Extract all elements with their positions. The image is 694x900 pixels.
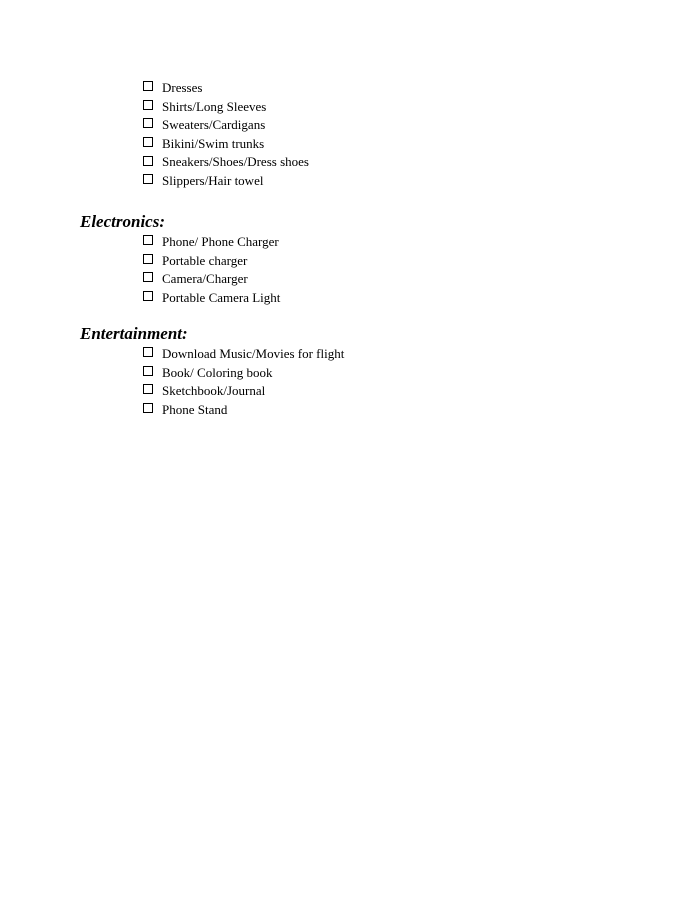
checkbox[interactable] [143, 272, 153, 282]
checkbox[interactable] [143, 366, 153, 376]
checkbox[interactable] [143, 118, 153, 128]
checklist-item [143, 345, 344, 364]
checklist-item-label: Shirts/Long Sleeves [162, 98, 267, 114]
checklist-item [143, 401, 344, 420]
checklist-item [143, 98, 309, 117]
section-heading-entertainment: Entertainment: [80, 324, 188, 343]
checklist-item-label: Portable Camera Light [162, 289, 281, 305]
checklist-item [143, 116, 309, 135]
electronics-checklist [143, 233, 280, 307]
checkbox[interactable] [143, 156, 153, 166]
checklist-item-label: Camera/Charger [162, 271, 248, 287]
checklist-item-label: Portable charger [162, 252, 248, 268]
checklist-item [143, 79, 309, 98]
checklist-item [143, 252, 280, 271]
checklist-item [143, 233, 280, 252]
checklist-item-label: Slippers/Hair towel [162, 172, 264, 188]
checklist-item [143, 382, 344, 401]
checklist-item-label: Phone Stand [162, 401, 228, 417]
section-heading-electronics: Electronics: [80, 212, 165, 231]
checkbox[interactable] [143, 100, 153, 110]
checklist-item-label: Sneakers/Shoes/Dress shoes [162, 154, 309, 170]
clothing-checklist [143, 79, 309, 191]
entertainment-checklist [143, 345, 344, 419]
checklist-item [143, 270, 280, 289]
checklist-item-label: Book/ Coloring book [162, 364, 273, 380]
checklist-item-label: Sweaters/Cardigans [162, 117, 266, 133]
checkbox[interactable] [143, 403, 153, 413]
checkbox[interactable] [143, 384, 153, 394]
checkbox[interactable] [143, 291, 153, 301]
checkbox[interactable] [143, 347, 153, 357]
checklist-item-label: Bikini/Swim trunks [162, 135, 265, 151]
checklist-item-label: Dresses [162, 80, 203, 95]
checklist-item [143, 153, 309, 172]
checklist-item-label: Sketchbook/Journal [162, 383, 266, 399]
checklist-item [143, 172, 309, 191]
checkbox[interactable] [143, 235, 153, 245]
checklist-item [143, 364, 344, 383]
checklist-item-label: Download Music/Movies for flight [162, 346, 345, 361]
checkbox[interactable] [143, 174, 153, 184]
checklist-item [143, 135, 309, 154]
checklist-item-label: Phone/ Phone Charger [162, 234, 279, 249]
checkbox[interactable] [143, 254, 153, 264]
checkbox[interactable] [143, 81, 153, 91]
checkbox[interactable] [143, 137, 153, 147]
checklist-item [143, 289, 280, 308]
